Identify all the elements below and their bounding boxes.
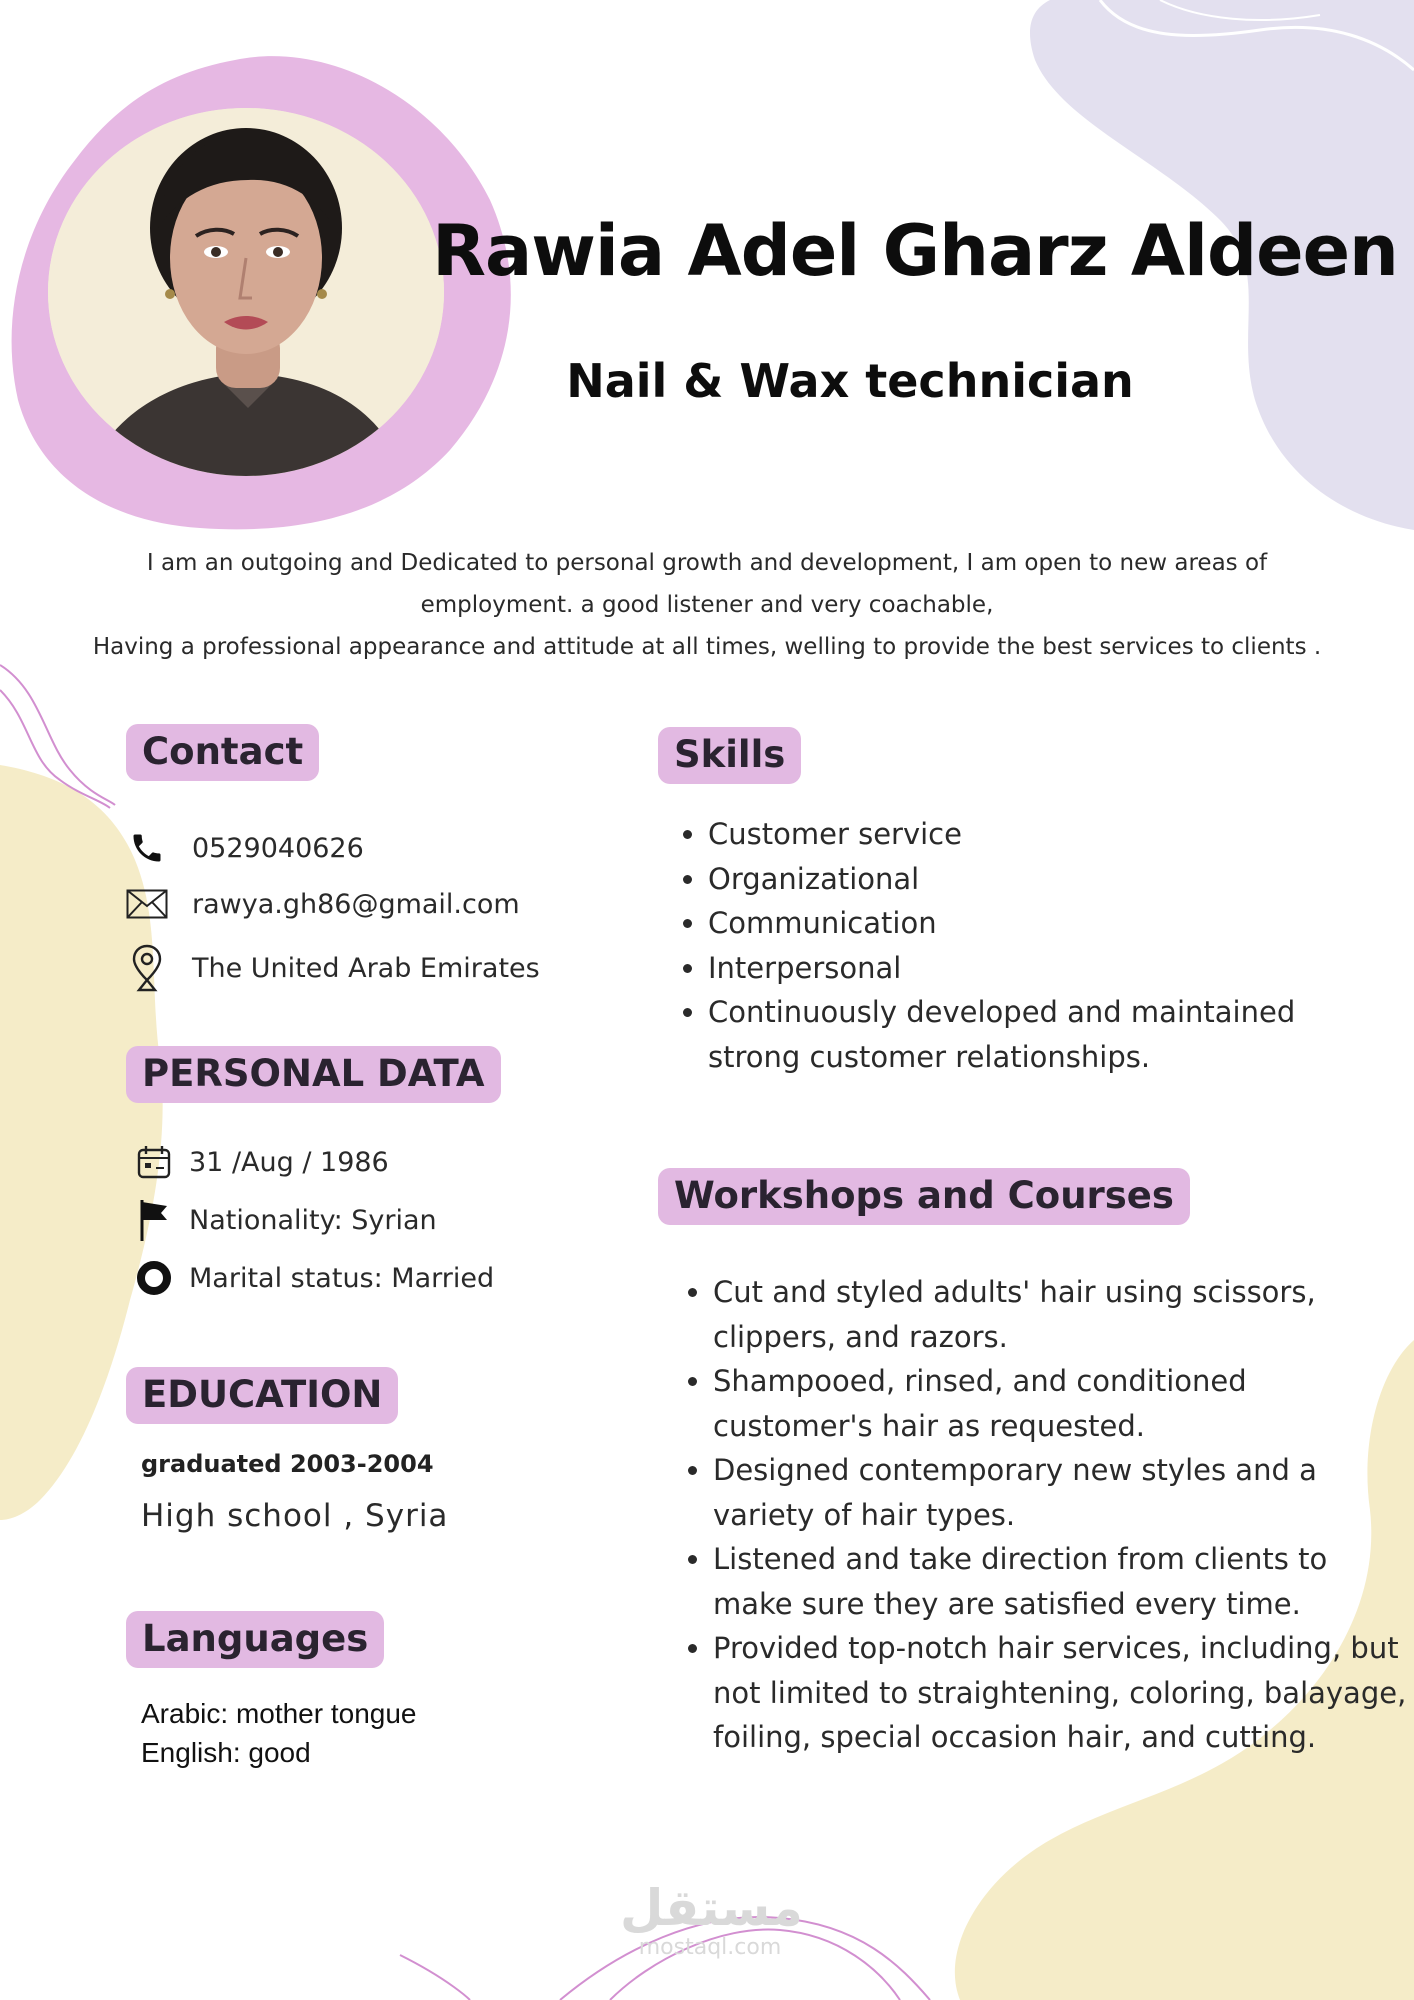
contact-location-row xyxy=(126,944,540,992)
list-item: • Listened and take direction from clients to make sure they are satisfied every time. xyxy=(713,1537,1413,1626)
contact-phone-row xyxy=(126,824,364,872)
list-item: • Interpersonal xyxy=(708,946,1388,991)
languages-heading: Languages xyxy=(126,1611,384,1668)
job-title: Nail & Wax technician xyxy=(566,354,1134,408)
summary-line: I am an outgoing and Dedicated to personal growth and development, I am open to new areas of xyxy=(146,550,1268,576)
workshops-heading: Workshops and Courses xyxy=(658,1168,1190,1225)
calendar-icon xyxy=(133,1138,175,1186)
language-level: good xyxy=(248,1737,311,1768)
skills-heading: Skills xyxy=(658,727,801,784)
list-item: • Shampooed, rinsed, and conditioned customer's hair as requested. xyxy=(713,1359,1413,1448)
marital-text: Marital status: Married xyxy=(189,1262,495,1294)
list-item: • Organizational xyxy=(708,857,1388,902)
nationality-row xyxy=(133,1196,437,1244)
personal-data-heading: PERSONAL DATA xyxy=(126,1046,501,1103)
profile-photo xyxy=(48,108,444,476)
nationality-text: Nationality: Syrian xyxy=(189,1204,437,1236)
education-heading: EDUCATION xyxy=(126,1367,398,1424)
contact-email-row xyxy=(126,880,520,928)
language-name: Arabic: xyxy=(141,1698,229,1729)
map-pin-icon xyxy=(126,944,168,992)
summary-line: employment. a good listener and very coachable, xyxy=(420,592,994,618)
flag-icon xyxy=(133,1196,175,1244)
skills-list xyxy=(668,812,1388,1079)
dob-row xyxy=(133,1138,389,1186)
dob-text: 31 /Aug / 1986 xyxy=(189,1146,389,1178)
list-item: • Customer service xyxy=(708,812,1388,857)
envelope-icon xyxy=(126,880,168,928)
list-item: • Communication xyxy=(708,901,1388,946)
pink-line xyxy=(400,1955,470,2000)
watermark-arabic: مستقل xyxy=(620,1879,803,1937)
language-name: English: xyxy=(141,1737,241,1768)
summary-line: Having a professional appearance and attitude at all times, welling to provide the best services to clients . xyxy=(92,634,1322,660)
ring-icon xyxy=(133,1254,175,1302)
language-item xyxy=(141,1698,417,1730)
graduation-date: graduated 2003-2004 xyxy=(141,1450,434,1478)
list-item: • Provided top-notch hair services, including, but not limited to straightening, coloring, balayage, foiling, special occasion hair, and cutting. xyxy=(713,1626,1413,1760)
workshops-list xyxy=(673,1270,1413,1760)
language-level: mother tongue xyxy=(235,1698,417,1729)
language-item xyxy=(141,1737,311,1769)
list-item: • Cut and styled adults' hair using scissors, clippers, and razors. xyxy=(713,1270,1413,1359)
location-text: The United Arab Emirates xyxy=(192,952,540,984)
watermark-latin: mostaql.com xyxy=(638,1935,782,1960)
phone-icon xyxy=(126,824,168,872)
list-item: • Continuously developed and maintained strong customer relationships. xyxy=(708,990,1388,1079)
contact-heading: Contact xyxy=(126,724,319,781)
phone-link[interactable]: 0529040626 xyxy=(192,832,364,864)
email-link[interactable]: rawya.gh86@gmail.com xyxy=(192,888,520,920)
candidate-name: Rawia Adel Gharz Aldeen xyxy=(432,210,1398,292)
list-item: • Designed contemporary new styles and a variety of hair types. xyxy=(713,1448,1413,1537)
watermark-logo xyxy=(620,1879,803,1960)
school-name: High school , Syria xyxy=(141,1498,449,1534)
profile-summary xyxy=(40,542,1374,668)
marital-row xyxy=(133,1254,494,1302)
